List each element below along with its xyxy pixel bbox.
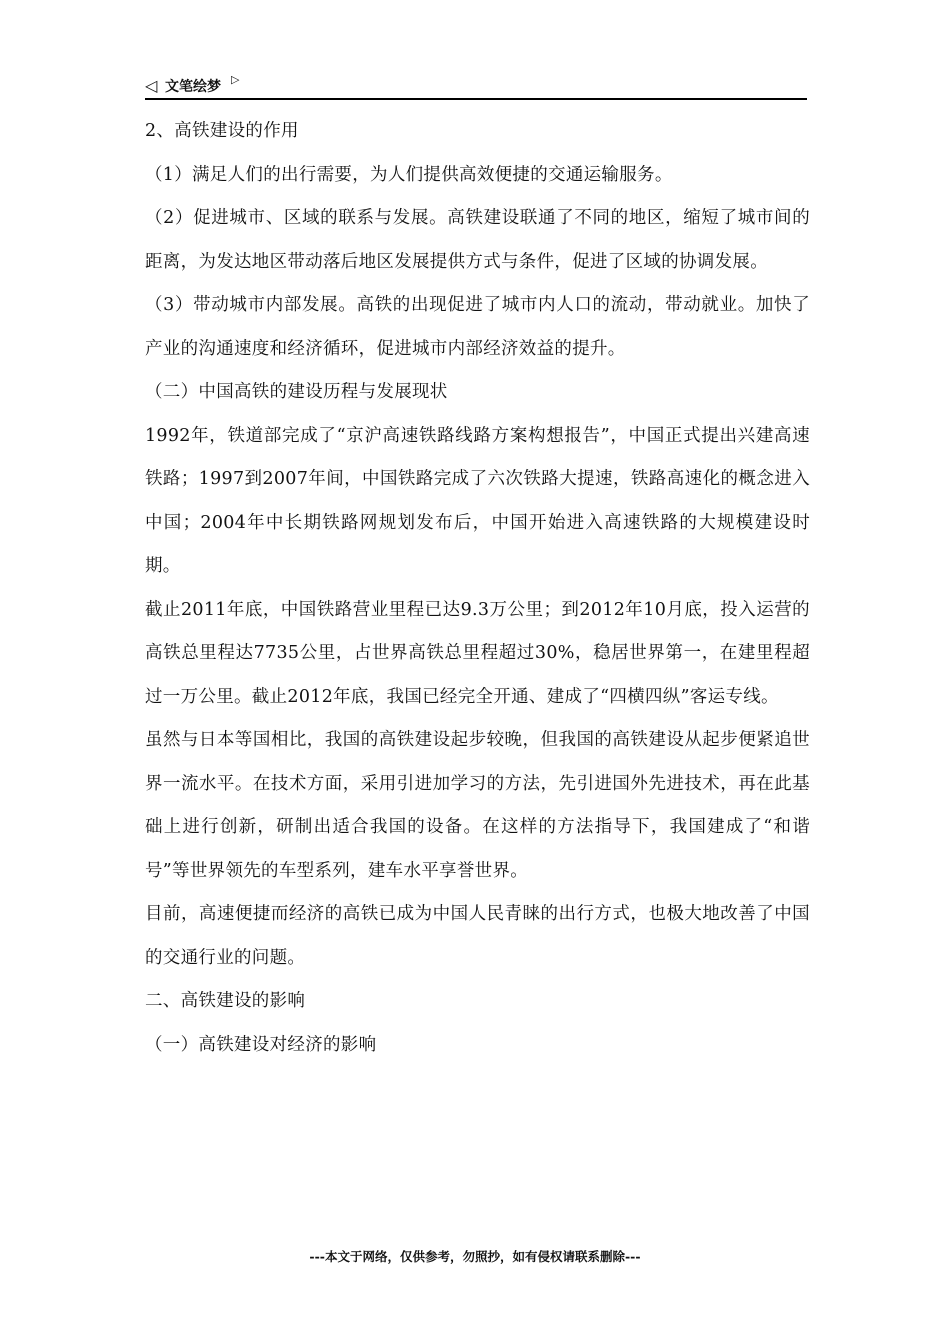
paragraph: （3）带动城市内部发展。高铁的出现促进了城市内人口的流动，带动就业。加快了产业的沟通速度和经济循环，促进城市内部经济效益的提升。 [145,295,810,359]
paragraph: （1）满足人们的出行需要，为人们提供高效便捷的交通运输服务。 [145,164,673,185]
paragraph: 虽然与日本等国相比，我国的高铁建设起步较晚，但我国的高铁建设从起步便紧追世界一流水平。在技术方面，采用引进加学习的方法，先引进国外先进技术，再在此基础上进行创新，研制出适合我国的设备。在这样的方法指导下，我国建成了“和谐号”等世界领先的车型系列，建车水平享誉世界。 [145,730,810,881]
section-heading: 二、高铁建设的影响 [145,991,306,1011]
paragraph: 目前，高速便捷而经济的高铁已成为中国人民青睐的出行方式，也极大地改善了中国的交通行业的问题。 [145,904,810,968]
triangle-right-icon: ▷ [231,73,240,86]
page-header [145,72,807,100]
paragraph: 1992年，铁道部完成了“京沪高速铁路线路方案构想报告”，中国正式提出兴建高速铁路；1997到2007年间，中国铁路完成了六次铁路大提速，铁路高速化的概念进入中国；2004年中长期铁路网规划发布后，中国开始进入高速铁路的大规模建设时期。 [145,425,810,576]
paragraph: 截止2011年底，中国铁路营业里程已达9.3万公里；到2012年10月底，投入运营的高铁总里程达7735公里，占世界高铁总里程超过30%，稳居世界第一，在建里程超过一万公里。截止2012年底，我国已经完全开通、建成了“四横四纵”客运专线。 [145,599,810,707]
section-heading: （二）中国高铁的建设历程与发展现状 [145,382,448,402]
triangle-left-icon: ◁ [145,76,158,95]
paragraph: （2）促进城市、区域的联系与发展。高铁建设联通了不同的地区，缩短了城市间的距离，为发达地区带动落后地区发展提供方式与条件，促进了区域的协调发展。 [145,208,810,272]
header-brand: 文笔绘梦 [165,79,221,95]
section-heading: （一）高铁建设对经济的影响 [145,1034,377,1055]
page-footer: ---本文于网络，仅供参考，勿照抄，如有侵权请联系删除--- [309,1249,641,1264]
document-body [145,110,810,1067]
section-heading: 2、高铁建设的作用 [145,121,299,141]
